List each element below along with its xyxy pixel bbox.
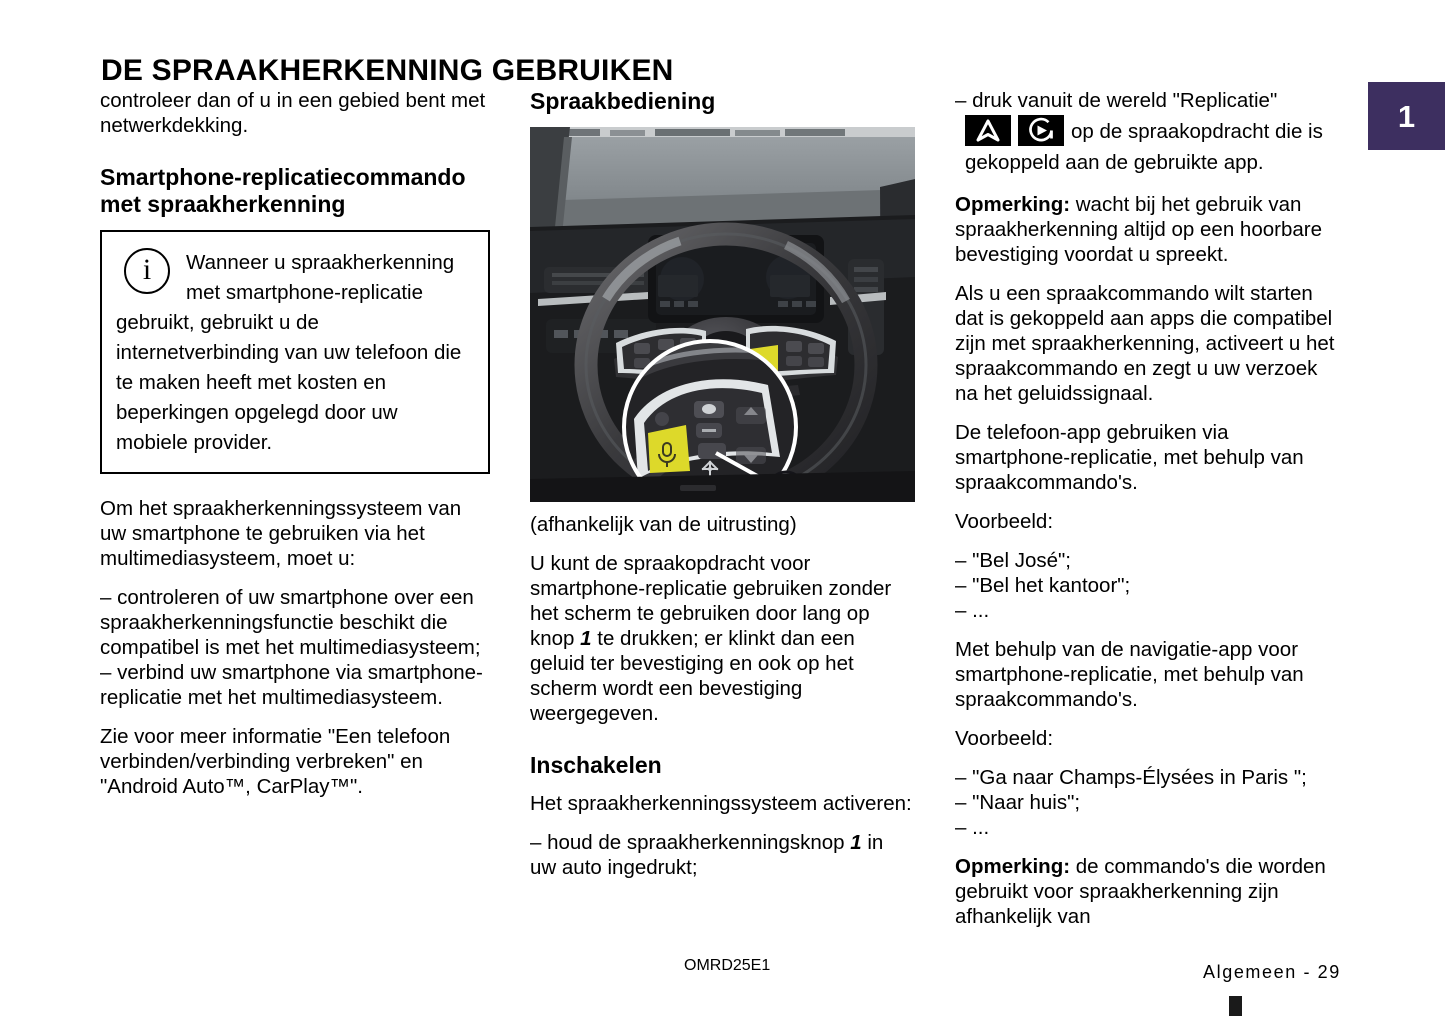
right-example-1-item-2: – ... <box>955 599 990 622</box>
middle-paragraph-1-part-b: te drukken; er klinkt dan een geluid ter bevestiging en ook op het scherm wordt een bevestiging weergegeven. <box>530 627 855 725</box>
right-example-label-1: Voorbeeld: <box>955 510 1054 533</box>
info-circle-icon: i <box>124 248 170 294</box>
right-bullet-1: – druk vanuit de wereld "Replicatie" <box>955 89 1278 112</box>
right-example-1-item-0: – "Bel José"; <box>955 549 1071 572</box>
right-paragraph-2: De telefoon-app gebruiken via smartphone-replicatie, met behulp van spraakcommando's. <box>955 421 1304 494</box>
right-note-1-text: wacht bij het gebruik van spraakherkenning altijd op een hoorbare bevestiging voordat u spreekt. <box>955 193 1322 266</box>
navigation-arrow-icon <box>965 115 1011 146</box>
middle-paragraph-1-part-a: U kunt de spraakopdracht voor smartphone-replicatie gebruiken zonder het scherm te gebruiken door lang op knop <box>530 552 892 650</box>
footer-chapter-marker <box>1229 996 1242 1016</box>
middle-paragraph-2: Het spraakherkenningssysteem activeren: <box>530 792 912 815</box>
page-title: DE SPRAAKHERKENNING GEBRUIKEN <box>101 54 674 88</box>
right-example-1-item-1: – "Bel het kantoor"; <box>955 574 1131 597</box>
footer-page-number: Algemeen - 29 <box>1203 962 1341 982</box>
right-note-1 <box>955 192 1345 267</box>
left-section-heading: Smartphone-replicatiecommando met spraakherkenning <box>100 164 466 217</box>
right-column <box>955 88 1345 943</box>
right-bullet-1-continued: op de spraakopdracht die is gekoppeld aan de gebruikte app. <box>965 120 1323 174</box>
left-paragraph-2: Zie voor meer informatie "Een telefoon verbinden/verbinding verbreken" en "Android Auto™, CarPlay™". <box>100 725 451 798</box>
right-note-1-label: Opmerking: <box>955 193 1071 216</box>
chapter-tab <box>1368 82 1445 150</box>
left-column <box>100 88 490 813</box>
button-cue-1: 1 <box>580 627 592 650</box>
right-example-2-item-0: – "Ga naar Champs-Élysées in Paris "; <box>955 766 1307 789</box>
right-icon-row <box>965 115 1345 178</box>
info-note-text: Wanneer u spraakherkenning met smartphone-replicatie gebruikt, gebruikt u de internetverbinding van uw telefoon die te maken heeft met kosten en beperkingen opgelegd door uw mobiele provider. <box>116 251 462 454</box>
middle-column <box>530 88 915 894</box>
left-intro-paragraph: controleer dan of u in een gebied bent met netwerkdekking. <box>100 89 486 137</box>
left-bullet-1: – controleren of uw smartphone over een spraakherkenningsfunctie beschikt die compatibel is met het multimediasysteem; <box>100 586 481 659</box>
info-note-box <box>100 230 490 474</box>
media-play-circle-icon <box>1018 115 1064 146</box>
button-cue-2: 1 <box>850 831 862 854</box>
right-example-label-2: Voorbeeld: <box>955 727 1054 750</box>
middle-bullet-1-part-a: – houd de spraakherkenningsknop <box>530 831 851 854</box>
middle-bullet-1-part-b: in uw auto ingedrukt; <box>530 831 884 879</box>
right-example-2-item-2: – ... <box>955 816 990 839</box>
right-note-2 <box>955 854 1345 929</box>
footer-document-code: OMRD25E1 <box>684 957 771 974</box>
steering-wheel-controls-photo <box>530 127 915 502</box>
right-note-2-label: Opmerking: <box>955 855 1071 878</box>
right-paragraph-3: Met behulp van de navigatie-app voor smartphone-replicatie, met behulp van spraakcommando's. <box>955 638 1304 711</box>
middle-section-heading-2: Inschakelen <box>530 752 662 778</box>
left-paragraph-1: Om het spraakherkenningssysteem van uw smartphone te gebruiken via het multimediasysteem, moet u: <box>100 497 462 570</box>
middle-section-heading: Spraakbediening <box>530 88 716 114</box>
right-example-2-item-1: – "Naar huis"; <box>955 791 1081 814</box>
middle-paragraph-1 <box>530 551 915 726</box>
left-bullet-2: – verbind uw smartphone via smartphone-replicatie met het multimediasysteem. <box>100 661 483 709</box>
figure-caption: (afhankelijk van de uitrusting) <box>530 513 797 536</box>
right-note-2-text: de commando's die worden gebruikt voor spraakherkenning zijn afhankelijk van <box>955 855 1326 928</box>
middle-bullet-1 <box>530 830 915 880</box>
chapter-tab-number: 1 <box>1397 98 1416 134</box>
right-paragraph-1: Als u een spraakcommando wilt starten dat is gekoppeld aan apps die compatibel zijn met spraakherkenning, activeert u het spraakcommando en zegt u uw verzoek na het geluidssignaal. <box>955 282 1335 405</box>
